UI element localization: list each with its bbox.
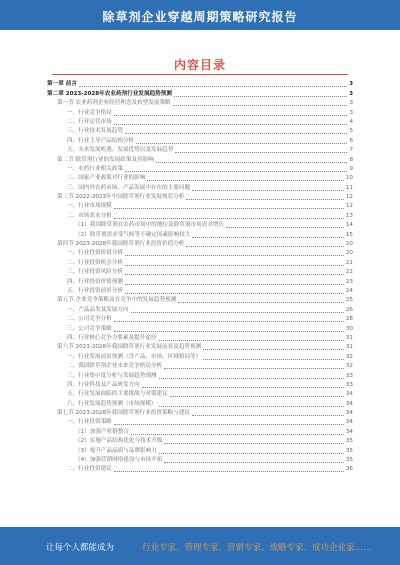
toc-entry[interactable]: [47, 296, 353, 305]
toc-entry-title: 第三节 2022-2023年中国除草剂行业发展现状分析: [57, 194, 185, 201]
toc-entry-page: 12: [345, 203, 353, 210]
toc-entry-page: 12: [345, 194, 353, 201]
toc-entry-title: 一、行业投资价值分析: [67, 250, 123, 257]
toc-entry[interactable]: [47, 221, 353, 230]
toc-entry-page: 34: [345, 428, 353, 435]
toc-leader-dots: [203, 349, 344, 350]
toc-entry-page: 25: [345, 297, 353, 304]
toc-entry-page: 35: [345, 457, 353, 464]
toc-entry-page: 32: [345, 353, 353, 360]
toc-leader-dots: [125, 293, 344, 294]
toc-leader-dots: [174, 96, 347, 97]
toc-entry-page: 33: [345, 372, 353, 379]
footer-tagline: 行业专家、管理专家、营销专家、战略专家、成功企业家……: [142, 543, 372, 553]
toc-leader-dots: [114, 115, 348, 116]
toc-leader-dots: [136, 143, 347, 144]
toc-leader-dots: [156, 162, 348, 163]
toc-entry-page: 26: [345, 306, 353, 313]
toc-entry[interactable]: [47, 127, 353, 136]
toc-entry-title: （2）除草剂需求受气候等不确定因素影响较大: [75, 231, 191, 238]
toc-entry-page: 20: [345, 250, 353, 257]
toc-leader-dots: [114, 424, 344, 425]
toc-leader-dots: [170, 396, 344, 397]
toc-leader-dots: [114, 331, 344, 332]
toc-entry[interactable]: [47, 456, 353, 465]
footer-bar: [0, 527, 400, 565]
toc-entry-title: 五、行业投资前景分析: [67, 287, 123, 294]
toc-entry-title: 三、行业投资风险分析: [67, 269, 123, 276]
toc-entry-title: 一、行业竞争格局: [67, 109, 112, 116]
toc-leader-dots: [159, 406, 344, 407]
toc-entry[interactable]: [47, 136, 353, 145]
toc-entry-page: 21: [345, 259, 353, 266]
toc-leader-dots: [173, 105, 348, 106]
toc-entry-page: 32: [345, 363, 353, 370]
toc-entry-title: 四、行业主导产品结构分析: [67, 137, 135, 144]
toc-entry[interactable]: [47, 437, 353, 446]
toc-entry-title: 六、行业发展趋势预测（市场规模）: [67, 400, 157, 407]
toc-leader-dots: [164, 462, 343, 463]
toc-entry-title: 五、行业发展面临的主要挑战与对策建议: [67, 391, 168, 398]
toc-entry-title: 一、行业投资策略: [67, 419, 112, 426]
toc-entry[interactable]: [47, 80, 353, 89]
toc-leader-dots: [125, 255, 344, 256]
toc-entry-title: 四、行业科技及产品研发方向: [67, 381, 140, 388]
toc-leader-dots: [192, 415, 344, 416]
toc-entry-title: 三、国内外农药市场、产品发展中存在的主要问题: [67, 184, 191, 191]
toc-leader-dots: [79, 86, 347, 87]
toc-entry-page: 34: [345, 400, 353, 407]
toc-leader-dots: [186, 199, 344, 200]
toc-entry[interactable]: [47, 409, 353, 418]
toc-entry-title: （1）我国除草剂在农药市场中的地位及除草剂市场需求增长: [75, 222, 224, 229]
toc-entry[interactable]: [47, 446, 353, 455]
toc-entry-title: 二、行业运营市场: [67, 118, 112, 125]
toc-entry[interactable]: [47, 390, 353, 399]
toc-entry[interactable]: [47, 118, 353, 127]
toc-leader-dots: [192, 237, 343, 238]
toc-entry-page: 28: [345, 316, 353, 323]
toc-entry[interactable]: [47, 211, 353, 220]
toc-leader-dots: [114, 321, 344, 322]
toc-entry[interactable]: [47, 155, 353, 164]
toc-entry[interactable]: [47, 315, 353, 324]
toc-entry-title: （3）提升产品品质与品牌影响力: [75, 447, 157, 454]
toc-entry-page: 3: [349, 90, 353, 97]
toc-entry[interactable]: [47, 165, 353, 174]
toc-entry-title: 一、农药行业相关政策: [67, 165, 123, 172]
toc-entry[interactable]: [47, 277, 353, 286]
toc-entry[interactable]: [47, 174, 353, 183]
toc-entry-title: 第五节 企业竞争策略及在竞争中的发展趋势预测: [57, 297, 177, 304]
toc-entry-title: 一、行业发展前景预测（含产品、市场、区域格局等）: [67, 353, 202, 360]
toc-entry-page: 23: [345, 278, 353, 285]
toc-entry-title: 二、国家产业政策对行业的影响: [67, 175, 146, 182]
toc-heading: 内容目录: [173, 58, 226, 72]
toc-entry-title: 第二节 除草剂行业的发展政策及其影响: [57, 156, 154, 163]
toc-entry-title: 三、行业集中度分析与发展趋势预测: [67, 372, 157, 379]
toc-entry[interactable]: [47, 193, 353, 202]
toc-leader-dots: [175, 152, 347, 153]
toc-leader-dots: [142, 387, 344, 388]
toc-entry-title: 二、我国除草剂企业未来竞争格局分析: [67, 363, 163, 370]
toc-entry[interactable]: [47, 258, 353, 267]
toc-leader-dots: [114, 124, 348, 125]
toc-entry-page: 9: [349, 165, 353, 172]
toc-entry[interactable]: [47, 146, 353, 155]
toc-entry-page: 4: [349, 118, 353, 125]
toc-leader-dots: [226, 227, 344, 228]
toc-entry[interactable]: [47, 427, 353, 436]
toc-entry-page: 13: [345, 212, 353, 219]
toc-entry-title: 第一章 前言: [47, 81, 77, 88]
toc-entry[interactable]: [47, 465, 353, 474]
toc-entry-page: 3: [349, 100, 353, 107]
toc-entry[interactable]: [47, 343, 353, 352]
toc-entry-title: 第七节 2023-2028年我国除草剂行业投资策略与建议: [57, 410, 190, 417]
toc-leader-dots: [131, 434, 344, 435]
toc-entry-page: 24: [345, 287, 353, 294]
toc-entry-title: 三、公司竞争策略: [67, 325, 112, 332]
toc-entry-page: 3: [349, 109, 353, 116]
toc-entry-page: 35: [345, 447, 353, 454]
toc-entry[interactable]: [47, 324, 353, 333]
toc-entry[interactable]: [47, 89, 353, 98]
toc-entry-page: 6: [349, 137, 353, 144]
toc-leader-dots: [125, 171, 347, 172]
toc-leader-dots: [125, 265, 344, 266]
toc-leader-dots: [147, 180, 344, 181]
toc-leader-dots: [192, 190, 344, 191]
toc-entry[interactable]: [47, 334, 353, 343]
toc-entry-page: 14: [345, 222, 353, 229]
toc-leader-dots: [131, 312, 344, 313]
report-title: 除草剂企业穿越周期策略研究报告: [102, 10, 298, 24]
toc-entry-title: 二、市场需求分析: [67, 212, 112, 219]
toc-entry-page: 10: [345, 175, 353, 182]
toc-entry-page: 31: [345, 334, 353, 341]
toc-leader-dots: [125, 133, 347, 134]
toc-entry-page: 33: [345, 381, 353, 388]
toc-leader-dots: [125, 284, 344, 285]
toc-entry[interactable]: [47, 202, 353, 211]
toc-entry-title: 四、行业核心竞争力要素及提升途径: [67, 334, 157, 341]
toc-entry-page: 34: [345, 391, 353, 398]
toc-leader-dots: [114, 208, 344, 209]
toc-leader-dots: [114, 218, 344, 219]
header-bar: [0, 0, 400, 30]
toc-entry-page: 35: [345, 438, 353, 445]
toc-entry[interactable]: [47, 183, 353, 192]
toc-entry-page: 15: [345, 231, 353, 238]
toc-entry-page: 3: [349, 81, 353, 88]
toc-leader-dots: [203, 359, 344, 360]
toc-entry-page: 20: [345, 241, 353, 248]
toc-entry[interactable]: [47, 371, 353, 380]
toc-entry-title: （1）加强产业链整合: [75, 428, 129, 435]
toc-entry-title: 二、行业投资机会分析: [67, 259, 123, 266]
toc-entry-title: 第一节 农业药剂企业经营理念及转型发展策略: [57, 100, 171, 107]
toc-entry-page: 31: [345, 344, 353, 351]
toc-entry[interactable]: [47, 418, 353, 427]
toc-leader-dots: [159, 378, 344, 379]
toc-leader-dots: [159, 340, 344, 341]
toc-entry-page: 11: [345, 184, 353, 191]
toc-entry[interactable]: [47, 268, 353, 277]
toc-entry[interactable]: [47, 249, 353, 258]
toc-entry[interactable]: [47, 381, 353, 390]
toc-entry-title: 四、行业投资价值预测: [67, 278, 123, 285]
footer-slogan: 让每个人都能成为: [46, 543, 115, 553]
toc-leader-dots: [114, 471, 344, 472]
toc-entry[interactable]: [47, 399, 353, 408]
toc-entry-title: 一、产品品类及发展方向: [67, 306, 129, 313]
toc-entry-page: 36: [345, 466, 353, 473]
toc-entry[interactable]: [47, 108, 353, 117]
toc-divider: [52, 74, 348, 75]
toc-entry[interactable]: [47, 99, 353, 108]
toc-entry-title: 二、公司竞争分析: [67, 316, 112, 323]
toc-entry-page: 22: [345, 269, 353, 276]
toc-entry-title: 三、行业技术发展趋势: [67, 128, 123, 135]
toc-leader-dots: [164, 368, 344, 369]
toc-entry-page: 7: [349, 147, 353, 154]
toc-entry[interactable]: [47, 362, 353, 371]
toc-entry-title: 第二章 2023-2028年农业药剂行业发展趋势预测: [47, 90, 172, 97]
toc-entry-page: 8: [349, 156, 353, 163]
toc-entry-title: 五、未来发展机遇、发展优势以及发展趋势: [67, 147, 174, 154]
toc-leader-dots: [164, 443, 343, 444]
toc-entry-title: 第四节 2023-2028年我国除草剂行业投资价值分析: [57, 241, 185, 248]
toc-entry-title: 二、行业投资建议: [67, 466, 112, 473]
toc-entry[interactable]: [47, 287, 353, 296]
toc-entry-page: 34: [345, 419, 353, 426]
toc-entry-title: 一、行业市场规模: [67, 203, 112, 210]
toc-entry[interactable]: [47, 352, 353, 361]
toc-leader-dots: [178, 302, 344, 303]
toc-leader-dots: [186, 246, 344, 247]
toc-entry-page: 30: [345, 325, 353, 332]
toc-entry-page: 34: [345, 410, 353, 417]
toc-entry[interactable]: [47, 240, 353, 249]
table-of-contents: [47, 80, 353, 474]
toc-leader-dots: [125, 274, 344, 275]
toc-entry[interactable]: [47, 305, 353, 314]
toc-leader-dots: [159, 453, 344, 454]
toc-entry-page: 5: [349, 128, 353, 135]
toc-entry-title: 第六节 2023-2028年我国除草剂行业发展前景及趋势预测: [57, 344, 202, 351]
toc-entry-title: （2）实施产品结构优化与技术升级: [75, 438, 163, 445]
toc-entry[interactable]: [47, 230, 353, 239]
toc-entry-title: （4）加强营销网络建设与市场开拓: [75, 457, 163, 464]
